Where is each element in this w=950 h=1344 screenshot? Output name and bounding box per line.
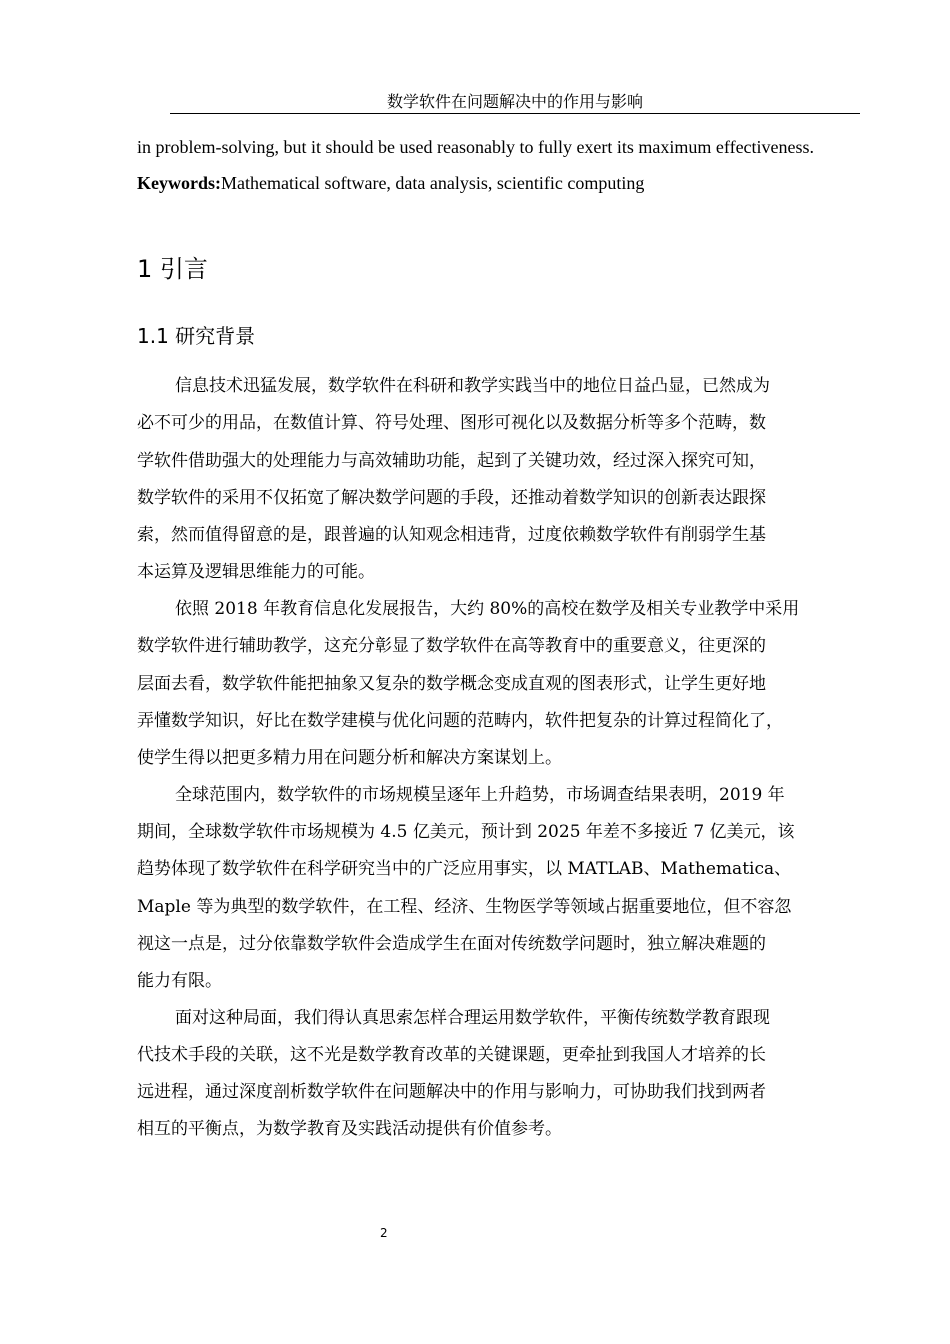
paragraph-line: 相互的平衡点，为数学教育及实践活动提供有价值参考。 [137,1119,562,1139]
paragraph-line: 必不可少的用品，在数值计算、符号处理、图形可视化以及数据分析等多个范畴，数 [137,413,766,433]
paragraph-line: 信息技术迅猛发展，数学软件在科研和教学实践当中的地位日益凸显，已然成为 [175,376,770,396]
subsection-heading: 1.1 研究背景 [137,324,256,348]
paragraph-line: 远进程，通过深度剖析数学软件在问题解决中的作用与影响力，可协助我们找到两者 [137,1082,766,1102]
paragraph-line: 依照 2018 年教育信息化发展报告，大约 80%的高校在数学及相关专业教学中采用 [175,599,800,619]
paragraph-line: 本运算及逻辑思维能力的可能。 [137,562,375,582]
paragraph-line: 使学生得以把更多精力用在问题分析和解决方案谋划上。 [137,748,562,768]
paragraph-line: 索，然而值得留意的是，跟普遍的认知观念相违背，过度依赖数学软件有削弱学生基 [137,525,766,545]
paragraph-line: 全球范围内，数学软件的市场规模呈逐年上升趋势，市场调查结果表明，2019 年 [175,785,785,805]
keywords-line [137,173,644,194]
page-number: 2 [380,1226,388,1240]
paragraph-line: Maple 等为典型的数学软件，在工程、经济、生物医学等领域占据重要地位，但不容忽 [137,897,792,917]
paragraph-line: 能力有限。 [137,971,222,991]
paragraph-line: 数学软件进行辅助教学，这充分彰显了数学软件在高等教育中的重要意义，往更深的 [137,636,766,656]
paragraph-line: 代技术手段的关联，这不光是数学教育改革的关键课题，更牵扯到我国人才培养的长 [137,1045,766,1065]
paragraph-line: 学软件借助强大的处理能力与高效辅助功能，起到了关键功效，经过深入探究可知， [137,451,766,471]
keywords-text: Mathematical software, data analysis, scientific computing [221,173,645,193]
paragraph-line: 数学软件的采用不仅拓宽了解决数学问题的手段，还推动着数学知识的创新表达跟探 [137,488,766,508]
abstract-last-line: in problem-solving, but it should be used reasonably to fully exert its maximum effectiveness. [137,137,815,157]
running-header: 数学软件在问题解决中的作用与影响 [386,92,643,111]
paragraph-line: 层面去看，数学软件能把抽象又复杂的数学概念变成直观的图表形式，让学生更好地 [137,674,766,694]
paragraph-line: 趋势体现了数学软件在科学研究当中的广泛应用事实，以 MATLAB、Mathematica、 [137,859,792,879]
paragraph-line: 视这一点是，过分依靠数学软件会造成学生在面对传统数学问题时，独立解决难题的 [137,934,766,954]
section-heading: 1 引言 [137,255,208,283]
header-rule [170,113,860,114]
paragraph-line: 面对这种局面，我们得认真思索怎样合理运用数学软件，平衡传统数学教育跟现 [175,1008,770,1028]
keywords-label: Keywords: [137,173,221,193]
paragraph-line: 期间，全球数学软件市场规模为 4.5 亿美元，预计到 2025 年差不多接近 7 亿美元，该 [137,822,795,842]
paragraph-line: 弄懂数学知识，好比在数学建模与优化问题的范畴内，软件把复杂的计算过程简化了， [137,711,783,731]
